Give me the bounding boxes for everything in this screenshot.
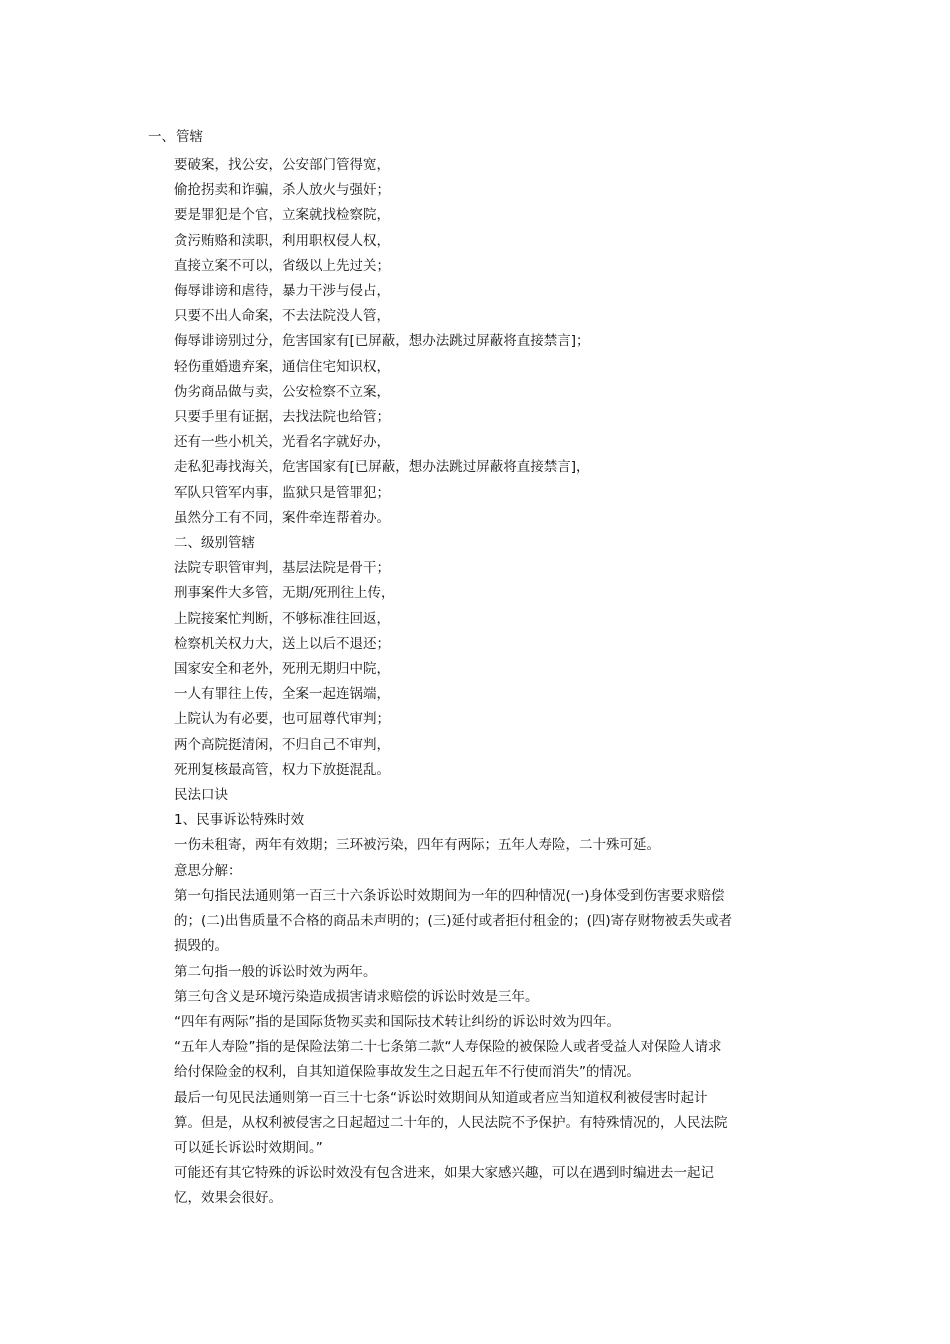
verse-line: 还有一些小机关，光看名字就好办，	[174, 434, 390, 451]
section-heading-civil-law: 民法口诀	[174, 787, 228, 804]
explanation-paragraph: 第二句指一般的诉讼时效为两年。	[174, 963, 377, 980]
verse-line: 上院认为有必要，也可屈尊代审判；	[174, 711, 390, 728]
verse-line: 上院接案忙判断，不够标准往回返，	[174, 610, 390, 627]
verse-line: 伪劣商品做与卖，公安检察不立案，	[174, 383, 390, 400]
mnemonic-verse: 一伤未租寄，两年有效期；三环被污染，四年有两际；五年人寿险，二十殊可延。	[174, 837, 660, 854]
verse-line: 偷抢拐卖和诈骗，杀人放火与强奸；	[174, 182, 390, 199]
verse-line: 只要不出人命案，不去法院没人管，	[174, 308, 390, 325]
explanation-paragraph: “四年有两际”指的是国际货物买卖和国际技术转让纠纷的诉讼时效为四年。	[174, 1013, 620, 1030]
explanation-paragraph: “五年人寿险”指的是保险法第二十七条第二款“人寿保险的被保险人或者受益人对保险人请求给付保险金的权利，自其知道保险事故发生之日起五年不行使而消失”的情况。	[174, 1039, 722, 1081]
verse-line: 要是罪犯是个官，立案就找检察院，	[174, 207, 390, 224]
verse-line: 军队只管军内事，监狱只是管罪犯；	[174, 484, 390, 501]
explanation-paragraph: 第一句指民法通则第一百三十六条诉讼时效期间为一年的四种情况(一)身体受到伤害要求赔偿的；(二)出售质量不合格的商品未声明的；(三)延付或者拒付租金的；(四)寄存财物被丢失或者损毁的。	[174, 887, 733, 955]
verse-line: 侮辱诽谤别过分，危害国家有[已屏蔽，想办法跳过屏蔽将直接禁言]；	[174, 333, 590, 350]
explanation-label: 意思分解：	[174, 862, 242, 879]
section-heading-jurisdiction	[148, 128, 203, 146]
verse-line: 检察机关权力大，送上以后不退还；	[174, 635, 390, 652]
verse-line: 国家安全和老外，死刑无期归中院，	[174, 661, 390, 678]
verse-line: 只要手里有证据，去找法院也给管；	[174, 409, 390, 426]
verse-line: 要破案，找公安，公安部门管得宽，	[174, 157, 390, 173]
verse-line: 一人有罪往上传，全案一起连锅端，	[174, 686, 390, 703]
document-body	[174, 153, 734, 1212]
verse-line: 死刑复核最高管，权力下放挺混乱。	[174, 761, 390, 778]
verse-line: 轻伤重婚遗弃案，通信住宅知识权，	[174, 358, 390, 375]
verse-line: 两个高院挺清闲，不归自己不审判，	[174, 736, 390, 753]
section-heading-level-jurisdiction: 二、级别管辖	[174, 535, 255, 552]
verse-line: 侮辱诽谤和虐待，暴力干涉与侵占，	[174, 283, 390, 300]
verse-line: 走私犯毒找海关，危害国家有[已屏蔽，想办法跳过屏蔽将直接禁言]，	[174, 459, 590, 476]
verse-line: 直接立案不可以，省级以上先过关；	[174, 257, 390, 274]
verse-line: 法院专职管审判，基层法院是骨干；	[174, 560, 390, 577]
verse-line: 贪污贿赂和渎职，利用职权侵人权，	[174, 232, 390, 249]
explanation-paragraph: 第三句含义是环境污染造成损害请求赔偿的诉讼时效是三年。	[174, 988, 539, 1005]
verse-line: 刑事案件大多管，无期/死刑往上传，	[174, 585, 395, 602]
subsection-heading: 1、民事诉讼特殊时效	[174, 812, 305, 829]
explanation-paragraph: 可能还有其它特殊的诉讼时效没有包含进来，如果大家感兴趣，可以在遇到时编进去一起记忆，效果会很好。	[174, 1165, 714, 1207]
section-number: 一、	[148, 129, 175, 145]
verse-line: 虽然分工有不同，案件牵连帮着办。	[174, 509, 390, 526]
section-title: 管辖	[176, 129, 203, 145]
explanation-paragraph: 最后一句见民法通则第一百三十七条“诉讼时效期间从知道或者应当知道权利被侵害时起计算。但是，从权利被侵害之日起超过二十年的，人民法院不予保护。有特殊情况的，人民法院可以延长诉讼时效期间。”	[174, 1089, 728, 1156]
